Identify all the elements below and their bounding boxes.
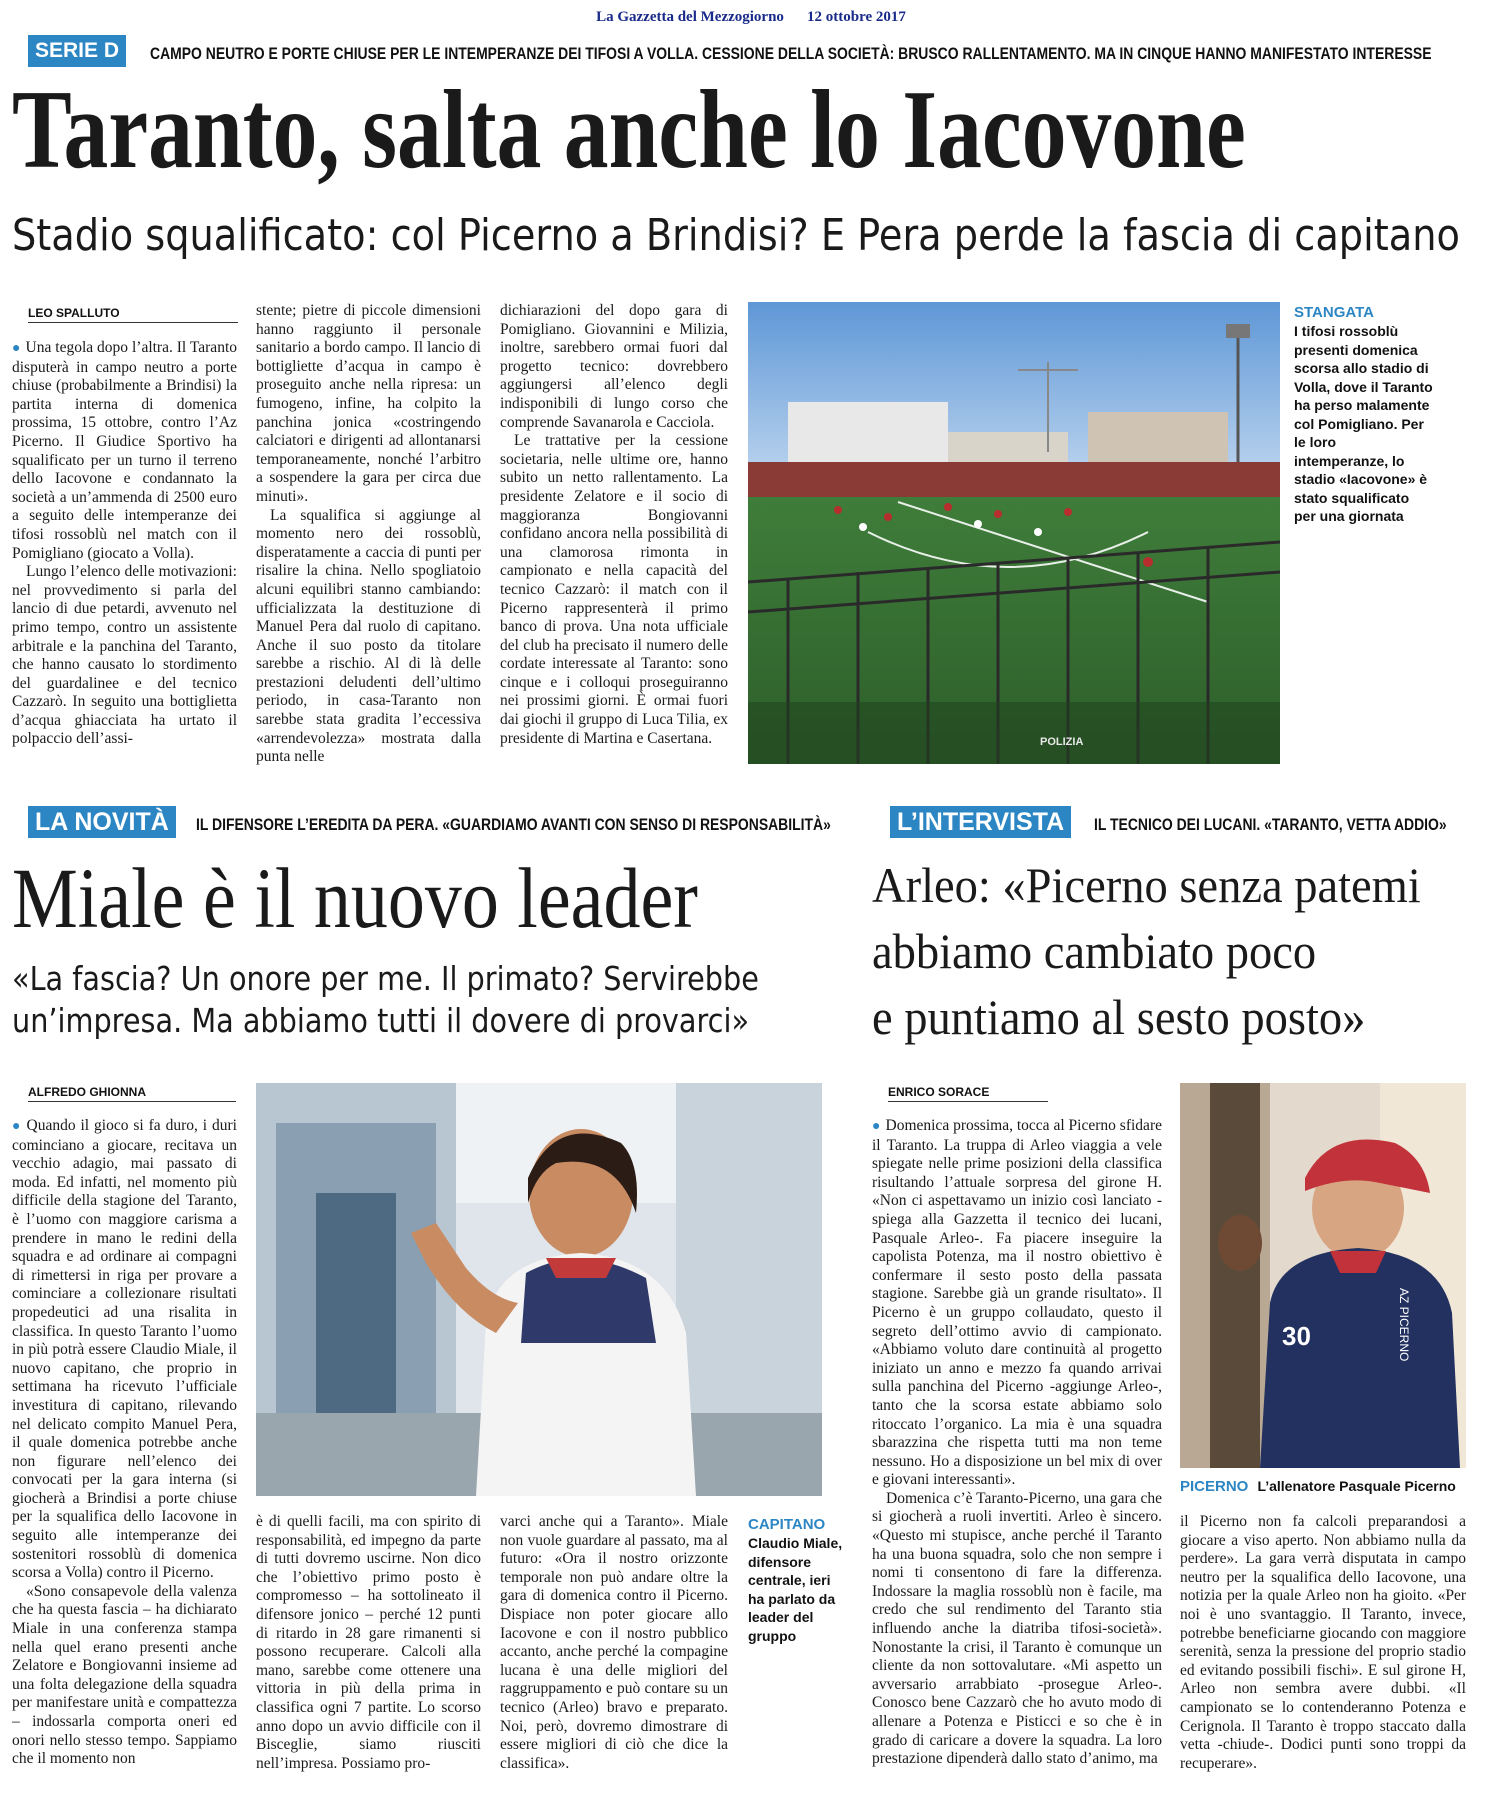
top-col-2-p1: stente; pietre di piccole dimensioni hanno raggiunto il personale sanitario a bordo campo. Il lancio di bottigliette d’acqua in campo è proseguito anche nella ripresa: un fumogeno, infine, ha colpito la panchina jonica «costringendo calciatori e dirigenti ad allontanarsi temporaneamente, nonché l’arbitro a sospendere la gara per circa due minuti». [256,302,481,505]
left-headline: Miale è il nuovo leader [12,850,698,946]
bullet-icon: ● [12,341,21,356]
top-col-3-p2: Le trattative per la cessione societaria, nelle ultime ore, hanno subito un netto rallentamento. La presidente Zelatore e il socio di maggioranza Bongiovanni confidano ancora nella possibilità di una clamorosa rimonta in campionato e nella capacità del tecnico Cazzarò: il match con il Picerno rappresenterà il primo banco di prova. Una nota ufficiale del club ha precisato il numero delle cordate interessate al Taranto: sono cinque e i colloqui proseguiranno nei prossimi giorni. È ormai fuori dai giochi il gruppo di Luca Tilia, ex presidente di Martina e Casertana. [500,432,728,747]
left-subhead-line-2: un’impresa. Ma abbiamo tutti il dovere di provarci» [12,1001,750,1040]
masthead-title: La Gazzetta del Mezzogiorno [596,9,784,25]
right-kicker: IL TECNICO DEI LUCANI. «TARANTO, VETTA ADDIO» [1094,815,1447,834]
top-col-3-p1: dichiarazioni del dopo gara di Pomigliano. Giovannini e Milizia, inoltre, sarebbero ormai fuori dal progetto tecnico: dovrebbero aggiungersi all’elenco degli indisponibili di lungo corso che comprende Savanarola e Cacciola. [500,302,728,431]
photo-sign-text: POLIZIA [1040,736,1084,748]
top-col-2 [256,302,481,769]
left-col-3-p1: varci anche qui a Taranto». Miale non vuole guardare al passato, ma al futuro: «Ora il nostro orizzonte temporale non può andare oltre la gara di domenica contro il Picerno. Dispiace non poter giocare allo Iacovone e con il nostro pubblico accanto, anche perché la compagine lucana è una delle migliori del raggruppamento e può contare su un tecnico (Arleo) bravo e preparato. Noi, però, dovremo dimostrare di essere migliori di ciò che dice la classifica». [500,1513,728,1772]
bullet-icon: ● [12,1119,22,1134]
top-col-1-p1: Una tegola dopo l’altra. Il Taranto disputerà in campo neutro a porte chiuse (probabilmente a Brindisi) la partita interna di domenica prossima, 15 ottobre, contro l’Az Picerno. Il Giudice Sportivo ha squalificato per un turno il terreno dello Iacovone e condannato la società a un’ammenda di 2500 euro a seguito delle intemperanze dei tifosi rossoblù nel match con il Pomigliano (giocato a Volla). [12,339,237,562]
left-byline: ALFREDO GHIONNA [28,1085,236,1102]
left-col-1 [12,1117,237,1817]
right-col-2-p1: il Picerno non fa calcoli preparandosi a giocare a viso aperto. Non abbiamo nulla da perdere». La gara verrà disputata in campo neutro per la squalifica dello Iacovone, una notizia per la quale Arleo non ha gioito. «Per noi è uno svantaggio. Il Taranto, invece, potrebbe beneficiarne giocando con maggiore serenità, senza la pressione del proprio stadio ed evitando possibili fischi». E sul girone H, Arleo non sembra avere dubbi. «Il campionato se lo contenderanno Potenza e Cerignola. Il Taranto è troppo staccato dalla vetta -chiude-. Dodici punti sono troppi da recuperare». [1180,1513,1466,1772]
right-caption-block [1180,1476,1480,1496]
right-headline-line-3: e puntiamo al sesto posto» [872,989,1366,1045]
top-headline: Taranto, salta anche lo Iacovone [12,68,1246,192]
left-col-2-p1: è di quelli facili, ma con spirito di responsabilità, ed impegno da parte di tutti dovremo uscirne. Non dico che l’obiettivo primo posto è compromesso – ha sottolineato il difensore jonico – perché 12 punti di ritardo in 28 gare rimanenti si possono recuperare. Calcoli alla mano, sarebbe come ottenere una vittoria in più della prima in classifica ogni 7 partite. Lo scorso anno dopo un avvio difficile con il Bisceglie, siamo riusciti nell’impresa. Possiamo pro- [256,1513,481,1772]
top-col-1-p2: Lungo l’elenco delle motivazioni: nel provvedimento si parla del lancio di due petardi, avvenuto nel primo tempo, contro un assistente arbitrale e la panchina del Taranto, che hanno causato lo stordimento del guardalinee e del tecnico Cazzarò. In seguito una bottiglietta d’acqua ghiacciata ha urtato il polpaccio dell’assi- [12,563,237,748]
left-col-3 [500,1513,728,1818]
top-col-1 [12,339,237,769]
coach-photo-illustration [1180,1083,1466,1468]
top-caption: I tifosi rossoblù presenti domenica scorsa allo stadio di Volla, dove il Taranto ha perso malamente col Pomigliano. Per le loro intemperanze, lo stadio «Iacovone» è stato squalificato per una giornata [1294,323,1433,524]
masthead-date: 12 ottobre 2017 [807,9,906,25]
right-headline [872,852,1421,1050]
top-subhead: Stadio squalificato: col Picerno a Brindisi? E Pera perde la fascia di capitano [12,210,1460,261]
miale-photo-illustration [256,1083,822,1496]
top-col-3 [500,302,728,769]
section-tag-la-novita: LA NOVITÀ [28,806,176,838]
right-headline-line-2: abbiamo cambiato poco [872,923,1317,979]
right-col-2 [1180,1513,1466,1818]
right-col-1-p1: Domenica prossima, tocca al Picerno sfidare il Taranto. La truppa di Arleo viaggia a vele spiegate nelle prime posizioni della classifica risultando l’attuale sorpresa del girone H. «Non ci aspettavamo un inizio così lanciato -spiega alla Gazzetta il tecnico dei lucani, Pasquale Arleo-. Fa piacere inseguire la capolista Potenza, ma il nostro obiettivo è confermare il sesto posto della passata stagione. Sarebbe già un grande risultato». Il Picerno è un gruppo collaudato, questo il segreto dell’ottimo avvio di campionato. «Abbiamo voluto dare continuità al progetto iniziato un anno e mezzo fa quando arrivai sulla panchina del Picerno -aggiunge Arleo-, tanto che la scorsa estate abbiamo solo ritoccato l’organico. La mia è una squadra sbarazzina che rispetta tutti ma non teme nessuno. Ho a disposizione un bel mix di over e giovani interessanti». [872,1117,1162,1489]
left-caption-head: CAPITANO [748,1516,826,1533]
masthead [0,6,1502,26]
miale-photo [256,1083,822,1496]
top-caption-head: STANGATA [1294,304,1374,321]
right-col-1 [872,1117,1162,1817]
stadium-photo [748,302,1280,764]
right-caption: L’allenatore Pasquale Picerno [1257,1478,1456,1494]
right-col-1-p2: Domenica c’è Taranto-Picerno, una gara che si giocherà a ruoli invertiti. Arleo è sincero. «Questo mi stupisce, anche perché il Taranto ha una buona squadra, solo che non sempre i nomi ti consentono di fare la differenza. Indossare la maglia rossoblù non è facile, ma credo che sul rendimento del Taranto stia influendo anche la diatriba tifosi-società». Nonostante la crisi, il Taranto è comunque un cliente da non sottovalutare. «Mi aspetto un avversario arrabbiato -prosegue Arleo-. Conosco bene Cazzarò che ho avuto modo di allenare a Potenza e Pisticci e so che è in grado di caricare a dovere la squadra. La loro prestazione dipenderà dallo stato d’animo, ma [872,1489,1162,1768]
top-col-2-p2: La squalifica si aggiunge al momento nero dei rossoblù, disperatamente a caccia di punti per risalire la china. Nello spogliatoio alcuni equilibri stanno cambiando: ufficializzata la destituzione di Manuel Pera dal ruolo di capitano. Anche il suo posto da titolare sarebbe a rischio. Al di là delle prestazioni deludenti dell’ultimo periodo, in casa-Taranto non sarebbe stata gradita l’eccessiva «arrendevolezza» mostrata dalla punta nelle [256,506,481,766]
top-kicker: CAMPO NEUTRO E PORTE CHIUSE PER LE INTEMPERANZE DEI TIFOSI A VOLLA. CESSIONE DELLA SOCIETÀ: BRUSCO RALLENTAMENTO. MA IN CINQUE HANNO MANIFESTATO INTERESSE [150,44,1432,63]
left-caption: Claudio Miale, difensore centrale, ieri ha parlato da leader del gruppo [748,1535,843,1644]
jersey-number: 30 [1282,1321,1311,1351]
top-byline: LEO SPALLUTO [28,306,238,323]
left-col-1-p1: Quando il gioco si fa duro, i duri cominciano a giocare, recitava un vecchio adagio, mai passato di moda. Ed infatti, nel momento più difficile della stagione del Taranto, è l’uomo con maggiore carisma a prendere in mano le redini della squadra e ad ordinare ai compagni di rimettersi in riga per provare a cominciare a collezionare risultati propedeutici ad una risalita in classifica. In questo Taranto l’uomo in più potrà essere Claudio Miale, il nuovo capitano, che proprio in settimana ha ricevuto l’ufficiale investitura di capitano, rilevando nel delicato compito Manuel Pera, il quale domenica potrebbe anche non figurare nell’elenco dei convocati per la gara interna (si giocherà a Brindisi a porte chiuse per la squalifica dello Iacovone in seguito alle intemperanze dei sostenitori rossoblù di domenica scorsa a Volla) contro il Picerno. [12,1117,237,1582]
stadium-photo-illustration [748,302,1280,764]
left-subhead [12,958,759,1042]
bullet-icon: ● [872,1119,881,1134]
left-col-2 [256,1513,481,1818]
section-tag-intervista: L’INTERVISTA [890,806,1071,838]
coach-photo [1180,1083,1466,1468]
right-byline: ENRICO SORACE [888,1085,1048,1102]
section-tag-serie-d: SERIE D [28,35,126,67]
left-subhead-line-1: «La fascia? Un onore per me. Il primato? Servirebbe [12,959,759,998]
jersey-text: AZ PICERNO [1397,1288,1411,1362]
left-col-1-p2: «Sono consapevole della valenza che ha questa fascia – ha dichiarato Miale in una conferenza stampa nella quel erano presenti anche Zelatore e Bongiovanni insieme ad una folta delegazione della squadra per manifestare unità e compattezza – indossarla comporta oneri ed onori nello stesso tempo. Sappiamo che il momento non [12,1582,237,1768]
right-caption-head: PICERNO [1180,1478,1249,1495]
left-kicker: IL DIFENSORE L’EREDITA DA PERA. «GUARDIAMO AVANTI CON SENSO DI RESPONSABILITÀ» [196,815,831,834]
right-headline-line-1: Arleo: «Picerno senza patemi [872,857,1421,913]
